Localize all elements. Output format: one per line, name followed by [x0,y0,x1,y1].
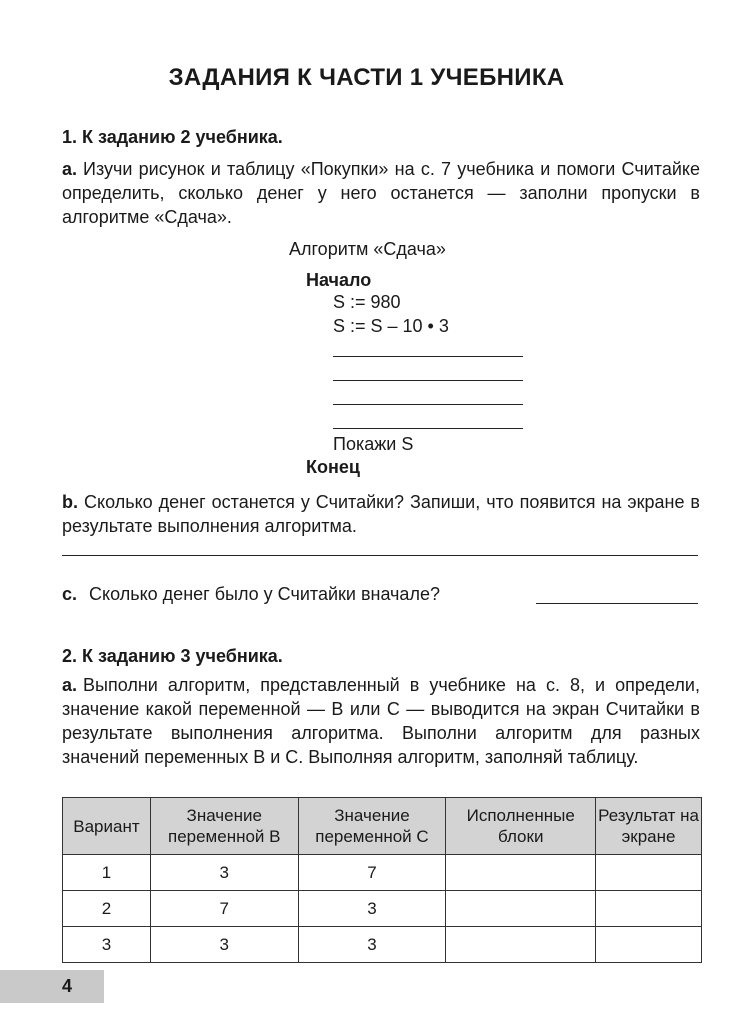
cell-value-c: 7 [298,855,446,891]
cell-screen-result[interactable] [596,855,702,891]
page-title: ЗАДАНИЯ К ЧАСТИ 1 УЧЕБНИКА [168,64,565,91]
cell-screen-result[interactable] [596,927,702,963]
algorithm-blank-2[interactable] [333,380,523,381]
algorithm-blank-4[interactable] [333,428,523,429]
algorithm-title: Алгоритм «Сдача» [289,239,446,259]
cell-variant: 3 [63,927,151,963]
table-header-row [63,798,702,855]
algorithm-line-2: S := S – 10 • 3 [333,316,449,336]
cell-value-c: 3 [298,927,446,963]
task-1a-paragraph [62,157,700,229]
cell-variant: 1 [63,855,151,891]
header-value-b: Значение переменной B [150,798,298,855]
task-1c-label: c. [62,584,78,604]
algorithm-blank-1[interactable] [333,356,523,357]
task-1a-label: a. [62,159,78,179]
algorithm-blank-3[interactable] [333,404,523,405]
task-1c-question [62,584,440,605]
cell-executed-blocks[interactable] [446,855,596,891]
cell-value-c: 3 [298,891,446,927]
cell-executed-blocks[interactable] [446,927,596,963]
task-1a-text: Изучи рисунок и таблицу «Покупки» на с. 7 учебника и помоги Считайке определить, сколько денег у него останется — заполни пропуски в алгоритме «Сдача». [62,159,700,227]
results-table [62,797,702,963]
task-1b-answer-line[interactable] [62,555,698,556]
algorithm-end: Конец [306,457,360,477]
task-2a-label: a. [62,675,78,695]
table-row [63,927,702,963]
task-2a-paragraph [62,673,700,769]
cell-variant: 2 [63,891,151,927]
task-1b-label: b. [62,492,78,512]
header-variant: Вариант [63,798,151,855]
algorithm-show: Покажи S [333,434,414,454]
task-1b-paragraph [62,490,700,538]
algorithm-start: Начало [306,270,372,290]
header-value-c: Значение переменной C [298,798,446,855]
table-row [63,891,702,927]
algorithm-line-1: S := 980 [333,292,401,312]
task-2-heading: 2. К заданию 3 учебника. [62,646,283,666]
task-1c-answer-line[interactable] [536,603,698,604]
cell-value-b: 3 [150,855,298,891]
cell-value-b: 3 [150,927,298,963]
header-screen-result: Результат на экране [596,798,702,855]
page-number: 4 [0,970,104,1003]
task-2a-text: Выполни алгоритм, представленный в учебнике на с. 8, и определи, значение какой переменной — B или C — выводится на экран Считайки в результате выполнения алгоритма. Выполни алгоритм для разных значений переменных B и C. Выполняя алгоритм, заполняй таблицу. [62,675,700,767]
table-row [63,855,702,891]
cell-screen-result[interactable] [596,891,702,927]
task-1c-text: Сколько денег было у Считайки вначале? [89,584,440,604]
cell-value-b: 7 [150,891,298,927]
task-1b-text: Сколько денег останется у Считайки? Запиши, что появится на экране в результате выполнения алгоритма. [62,492,700,536]
task-1-heading: 1. К заданию 2 учебника. [62,127,283,147]
cell-executed-blocks[interactable] [446,891,596,927]
header-executed-blocks: Исполненные блоки [446,798,596,855]
